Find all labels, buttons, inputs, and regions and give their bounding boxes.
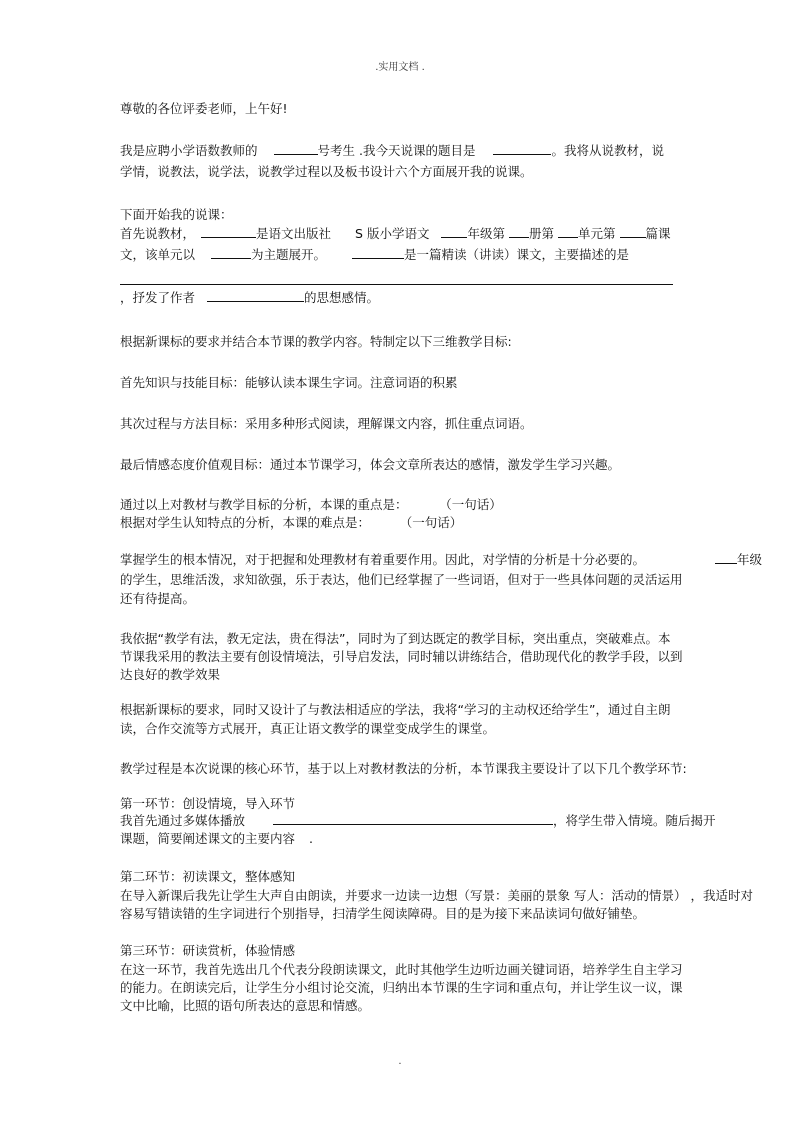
methods-line-2: 节课我采用的教法主要有创设情境法，引导启发法，同时辅以讲练结合，借助现代化的教学手段，以到 xyxy=(120,649,683,664)
step-text: ，将学生带入情境。随后揭开 xyxy=(553,813,716,828)
step-text: 课题，简要阐述课文的主要内容 xyxy=(120,831,296,846)
step2-line-1: 在导入新课后我先让学生大声自由朗读，并要求一边读一边想（写景：美丽的景象 写人：活动的情景） ，我适时对 xyxy=(120,888,753,903)
key-note: （一句话） xyxy=(406,515,463,530)
blank-topic xyxy=(493,142,551,155)
intro-text: 。我将从说教材，说 xyxy=(551,143,664,158)
material-text: 文，该单元以 xyxy=(120,247,196,262)
learners-line-2: 的学生，思维活泼，求知欲强，乐于表达，他们已经掌握了一些词语，但对于一些具体问题的灵活运用 xyxy=(120,572,683,587)
blank-lesson-title xyxy=(201,225,256,238)
step3-line-3: 文中比喻，比照的语句所表达的意思和情感。 xyxy=(120,998,371,1013)
material-text: S 版小学语文 xyxy=(355,226,430,241)
blank-author-feelings xyxy=(207,289,304,302)
material-text: 是语文出版社 xyxy=(256,226,332,241)
material-text: 单元第 xyxy=(577,226,616,241)
step1-title: 第一环节：创设情境，导入环节 xyxy=(120,796,296,811)
step-text: 我首先通过多媒体播放 xyxy=(120,813,246,828)
page-footer: . xyxy=(398,1056,402,1067)
step2-title: 第二环节：初读课文，整体感知 xyxy=(120,869,296,884)
step3-title: 第三环节：研读赏析，体验情感 xyxy=(120,943,296,958)
methods-line-3: 达良好的教学效果 xyxy=(120,667,221,682)
goal-process: 其次过程与方法目标：采用多种形式阅读，理解课文内容，抓住重点词语。 xyxy=(120,416,533,431)
intro-text: 我是应聘小学语数教师的 xyxy=(120,143,258,158)
material-text: 是一篇精读（讲读）课文，主要描述的是 xyxy=(404,247,630,262)
key-point xyxy=(120,496,502,514)
material-line-1 xyxy=(120,225,671,243)
intro-text: 号考生 .我今天说课的题目是 xyxy=(317,143,476,158)
material-line-2 xyxy=(120,246,629,264)
goal-emotion: 最后情感态度价值观目标：通过本节课学习，体会文章所表达的感情，激发学生学习兴趣。 xyxy=(120,457,621,472)
step2-line-2: 容易写错读错的生字词进行个别指导，扫清学生阅读障碍。目的是为接下来品读词句做好铺垫。 xyxy=(120,906,646,921)
blank-media xyxy=(273,812,553,825)
greeting: 尊敬的各位评委老师，上午好! xyxy=(120,101,288,116)
material-text: 年级第 xyxy=(467,226,505,241)
intro-line-2: 学情，说教法，说学法，说教学过程以及板书设计六个方面展开我的说课。 xyxy=(120,164,533,179)
step-text: . xyxy=(309,831,313,846)
page-header: .实用文档 . xyxy=(375,62,425,73)
blank-unit xyxy=(558,225,578,238)
material-text: 册第 xyxy=(528,226,554,241)
material-text: 篇课 xyxy=(645,226,671,241)
blank-grade-level xyxy=(715,551,737,564)
step1-line-2 xyxy=(120,830,313,848)
blank-description-line xyxy=(120,284,673,285)
material-text: 首先说教材， xyxy=(120,226,196,241)
difficult-point xyxy=(120,514,462,532)
learners-line-3: 还有待提高。 xyxy=(120,591,196,606)
blank-volume xyxy=(509,225,529,238)
learners-text: 掌握学生的根本情况，对于把握和处理教材有着重要作用。因此，对学情的分析是十分必要的。 xyxy=(120,552,646,567)
study-line-1: 根据新课标的要求，同时又设计了与教法相适应的学法，我将“学习的主动权还给学生”，通过自主朗 xyxy=(120,702,671,717)
blank-unit-theme xyxy=(211,246,251,259)
study-line-2: 读，合作交流等方式展开，真正让语文教学的课堂变成学生的课堂。 xyxy=(120,721,496,736)
blank-grade xyxy=(441,225,467,238)
key-text: 通过以上对教材与教学目标的分析，本课的重点是： xyxy=(120,497,408,512)
step3-line-1: 在这一环节，我首先选出几个代表分段朗读课文，此时其他学生边听边画关键词语，培养学生自主学习 xyxy=(120,962,683,977)
material-text: 的思想感情。 xyxy=(304,290,380,305)
step1-line-1 xyxy=(120,812,716,830)
intro-line-1 xyxy=(120,142,664,160)
material-text: 为主题展开。 xyxy=(251,247,327,262)
step3-line-2: 的能力。在朗读完后，让学生分小组讨论交流，归纳出本节课的生字词和重点句，并让学生议一议，课 xyxy=(120,980,683,995)
learners-text: 年级 xyxy=(737,552,763,567)
process-intro: 教学过程是本次说课的核心环节，基于以上对教材教法的分析，本节课我主要设计了以下几个教学环节: xyxy=(120,761,687,776)
blank-candidate-number xyxy=(274,142,318,155)
material-line-3 xyxy=(120,289,379,307)
blank-lesson-name xyxy=(352,246,404,259)
learners-line-1 xyxy=(120,551,762,569)
goal-knowledge: 首先知识与技能目标：能够认读本课生字词。注意词语的积累 xyxy=(120,375,458,390)
goals-intro: 根据新课标的要求并结合本节课的教学内容。特制定以下三维教学目标: xyxy=(120,334,512,349)
key-text: 根据对学生认知特点的分析，本课的难点是： xyxy=(120,515,371,530)
key-note: （一句话） xyxy=(445,497,502,512)
material-text: ，抒发了作者 xyxy=(120,290,196,305)
blank-lesson-number xyxy=(620,225,646,238)
material-start: 下面开始我的说课： xyxy=(120,207,233,222)
methods-line-1: 我依据“教学有法，教无定法，贵在得法”，同时为了到达既定的教学目标，突出重点，突破难点。本 xyxy=(120,631,671,646)
